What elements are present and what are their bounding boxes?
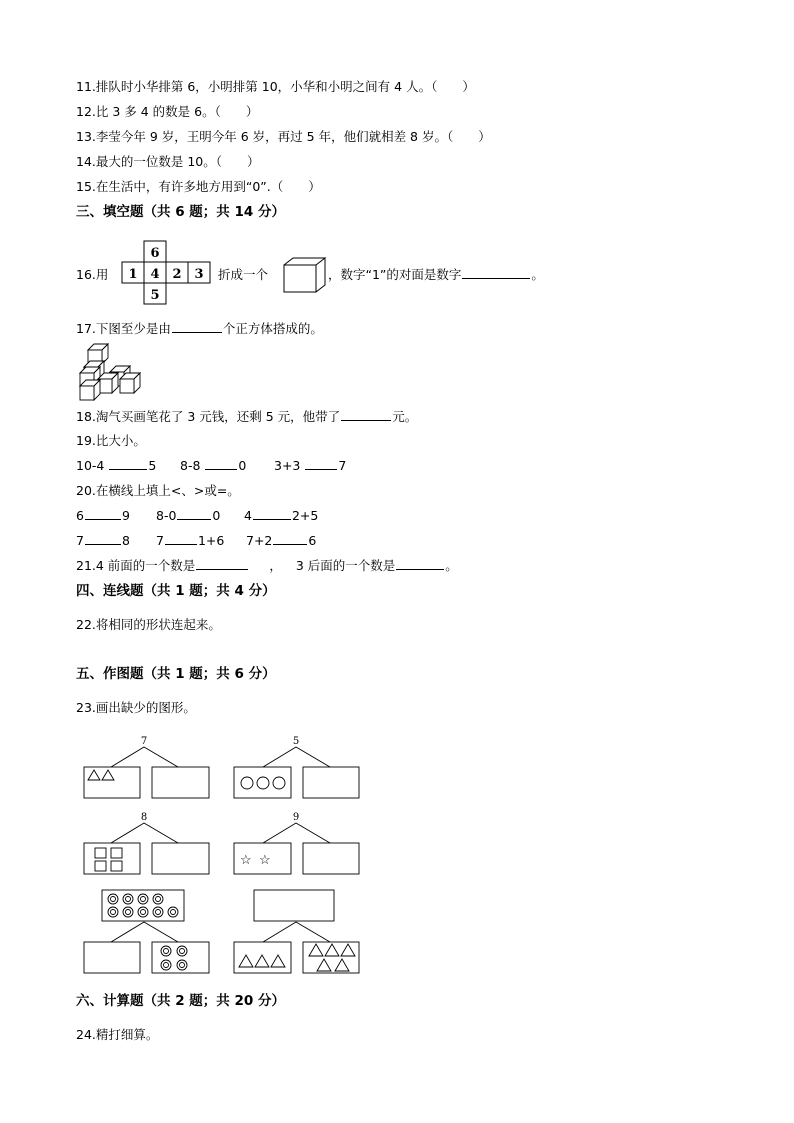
compare-blank[interactable] xyxy=(85,532,121,545)
star-icon: ☆ xyxy=(259,853,271,868)
compare-blank[interactable] xyxy=(109,457,147,470)
question-11: 11.排队时小华排第 6，小明排第 10，小华和小明之间有 4 人。（ ） xyxy=(76,79,475,94)
net-face-2: 2 xyxy=(172,267,182,282)
question-21: 21.4 前面的一个数是 ， 3 后面的一个数是 。 xyxy=(76,558,458,573)
answer-blank-16[interactable] xyxy=(462,266,530,279)
net-face-4: 4 xyxy=(150,267,160,282)
question-20-row-1: 6 9 8-0 0 4 2+5 xyxy=(76,508,319,523)
tree-number-9: 9 xyxy=(292,812,300,823)
net-face-3: 3 xyxy=(194,267,204,282)
compare-blank[interactable] xyxy=(253,507,291,520)
cube-icon xyxy=(282,256,328,294)
question-19-items: 10-4 5 8-8 0 3+3 7 xyxy=(76,458,347,473)
compare-blank[interactable] xyxy=(165,532,197,545)
compare-blank[interactable] xyxy=(305,457,337,470)
answer-blank-21a[interactable] xyxy=(196,557,248,570)
number-split-figure xyxy=(76,730,376,980)
compare-blank[interactable] xyxy=(273,532,307,545)
section-5-heading: 五、作图题（共 1 题；共 6 分） xyxy=(76,666,276,682)
compare-blank[interactable] xyxy=(177,507,211,520)
answer-blank-18[interactable] xyxy=(341,408,391,421)
question-22: 22.将相同的形状连起来。 xyxy=(76,617,221,632)
question-16-prefix: 16.用 xyxy=(76,267,109,282)
compare-blank[interactable] xyxy=(205,457,237,470)
star-icon: ☆ xyxy=(240,853,252,868)
net-face-6: 6 xyxy=(150,246,160,261)
question-13: 13.李莹今年 9 岁，王明今年 6 岁，再过 5 年，他们就相差 8 岁。（ ） xyxy=(76,129,491,144)
net-face-5: 5 xyxy=(150,288,160,303)
section-6-heading: 六、计算题（共 2 题；共 20 分） xyxy=(76,993,285,1009)
question-16-suffix: ，数字“1”的对面是数字 。 xyxy=(328,267,544,282)
stacked-cubes-figure xyxy=(76,343,142,401)
compare-blank[interactable] xyxy=(85,507,121,520)
question-23-title: 23.画出缺少的图形。 xyxy=(76,700,196,715)
question-18: 18.淘气买画笔花了 3 元钱，还剩 5 元，他带了 元。 xyxy=(76,409,418,424)
question-15: 15.在生活中，有许多地方用到“0”.（ ） xyxy=(76,179,321,194)
tree-number-8: 8 xyxy=(140,812,148,823)
section-3-heading: 三、填空题（共 6 题；共 14 分） xyxy=(76,204,285,220)
net-face-1: 1 xyxy=(128,267,138,282)
question-12: 12.比 3 多 4 的数是 6。（ ） xyxy=(76,104,259,119)
section-4-heading: 四、连线题（共 1 题；共 4 分） xyxy=(76,583,276,599)
tree-number-7: 7 xyxy=(140,736,148,747)
question-20-row-2: 7 8 7 1+6 7+2 6 xyxy=(76,533,317,548)
question-19-title: 19.比大小。 xyxy=(76,433,146,448)
tree-number-5: 5 xyxy=(292,736,300,747)
question-14: 14.最大的一位数是 10。（ ） xyxy=(76,154,260,169)
answer-blank-17[interactable] xyxy=(172,320,222,333)
question-16-middle: 折成一个 xyxy=(218,267,269,282)
question-17: 17.下图至少是由 个正方体搭成的。 xyxy=(76,321,323,336)
cube-net xyxy=(118,240,214,308)
answer-blank-21b[interactable] xyxy=(396,557,444,570)
question-24: 24.精打细算。 xyxy=(76,1027,159,1042)
question-20-title: 20.在横线上填上<、>或=。 xyxy=(76,483,240,498)
